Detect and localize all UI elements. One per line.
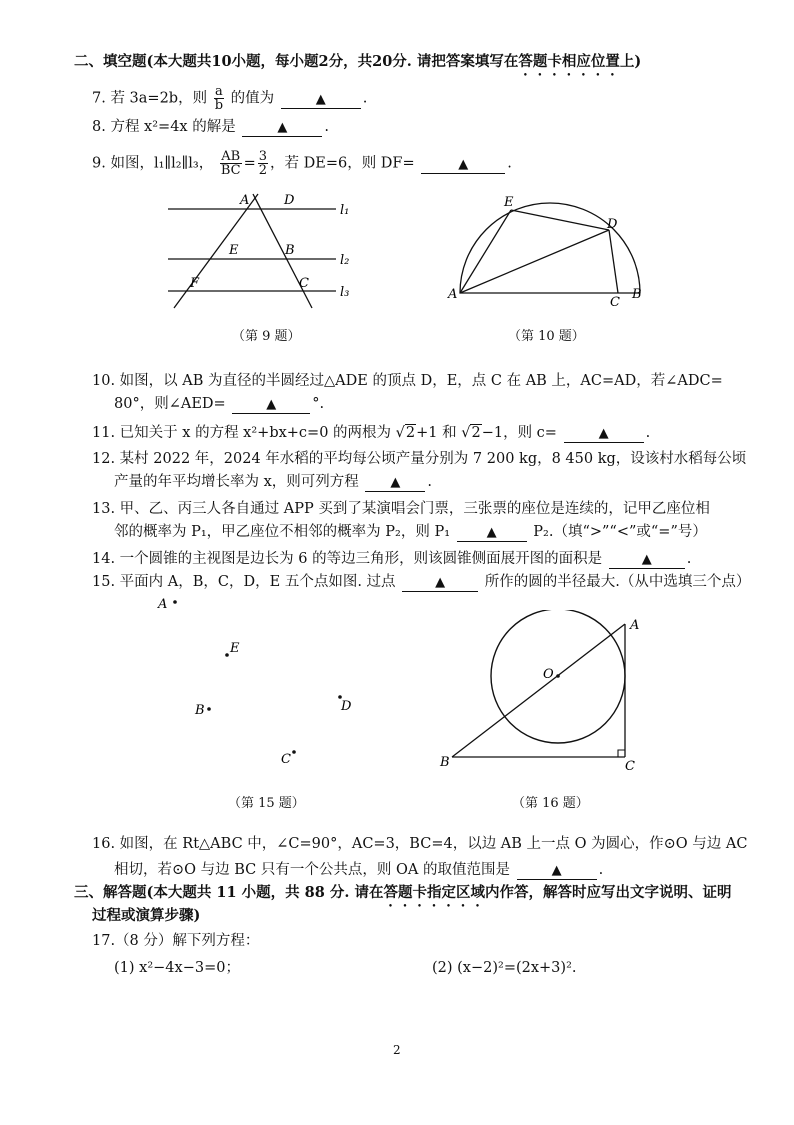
q14-end: .: [686, 551, 692, 567]
segment-AE: [460, 210, 511, 293]
figure-9-caption: （第 9 题）: [232, 329, 301, 344]
answer-triangle-icon: ▲: [598, 426, 609, 441]
label-B: B: [195, 703, 205, 718]
answer-triangle-icon: ▲: [435, 575, 446, 590]
question-8: [92, 117, 329, 137]
question-9: [92, 150, 512, 177]
q7-prefix: 7. 若 3a=2b，则: [92, 90, 208, 107]
question-10-line1: [92, 371, 723, 391]
section3-title-line2: [92, 906, 200, 926]
answer-blank[interactable]: [242, 119, 322, 137]
q9-end: .: [507, 155, 512, 172]
section3-line2: 过程或演算步骤): [92, 907, 201, 924]
q10-line2-prefix: 80°，则∠AED=: [114, 396, 226, 412]
answer-triangle-icon: ▲: [486, 525, 497, 540]
point-A: [173, 600, 177, 604]
q17-part2: (2) (x−2)²=(2x+3)².: [432, 960, 577, 976]
label-D: D: [284, 193, 295, 208]
label-l3: l₃: [340, 285, 350, 300]
section2-title-emph: 答题卡相应位置: [518, 53, 620, 70]
label-l1: l₁: [340, 203, 350, 218]
section2-title-prefix: 二、填空题(本大题共10小题，每小题2分，共20分. 请把答案填写在: [74, 53, 519, 70]
q10-line1: 10. 如图，以 AB 为直径的半圆经过△ADE 的顶点 D，E，点 C 在 AB 上，AC=AD，若∠ADC=: [92, 373, 723, 389]
q17-part1: (1) x²−4x−3=0；: [114, 960, 240, 976]
q9-eq: =: [243, 155, 256, 172]
label-C: C: [281, 752, 291, 767]
answer-triangle-icon: ▲: [641, 552, 652, 567]
side-AB: [452, 624, 625, 757]
label-D: D: [341, 699, 352, 714]
q14-prefix: 14. 一个圆锥的主视图是边长为 6 的等边三角形，则该圆锥侧面展开图的面积是: [92, 551, 603, 567]
label-A: A: [448, 287, 458, 302]
answer-triangle-icon: ▲: [458, 156, 469, 172]
question-16-line2: [114, 860, 603, 880]
label-O: O: [543, 667, 554, 682]
q9-frac1-den: BC: [220, 163, 241, 178]
q12-end: .: [427, 474, 433, 490]
question-16-line1: [92, 834, 747, 854]
q17-title: 17.（8 分）解下列方程：: [92, 933, 260, 949]
q8-end: .: [324, 119, 329, 135]
q13-line1: 13. 甲、乙、丙三人各自通过 APP 买到了某演唱会门票，三张票的座位是连续的，记甲乙座位相: [92, 501, 710, 517]
answer-blank[interactable]: [517, 862, 597, 880]
q13-line2-suffix: P₂.（填“>”“<”或“=”号）: [533, 524, 707, 540]
answer-blank[interactable]: [421, 156, 505, 174]
q11-prefix: 11. 已知关于 x 的方程 x²+bx+c=0 的两根为: [92, 425, 392, 441]
answer-blank[interactable]: [365, 474, 425, 492]
answer-blank[interactable]: [564, 425, 644, 443]
label-C: C: [299, 276, 309, 291]
q8-prefix: 8. 方程 x²=4x 的解是: [92, 119, 236, 135]
segment-ED: [511, 210, 609, 230]
figure-15-caption: （第 15 题）: [228, 796, 305, 811]
section2-title: [74, 52, 641, 79]
segment-AD: [460, 230, 609, 293]
q9-frac2-den: 2: [258, 163, 267, 178]
question-11: [92, 423, 650, 443]
label-B: B: [632, 287, 642, 302]
question-12-line2: [114, 472, 432, 492]
q11-mid: +1 和: [416, 425, 457, 441]
label-A: A: [158, 597, 168, 612]
section3-prefix: 三、解答题(本大题共 11 小题，共 88 分. 请在: [74, 884, 384, 901]
q9-prefix: 9. 如图，l₁∥l₂∥l₃，: [92, 155, 214, 172]
q9-suffix: ，若 DE=6，则 DF=: [270, 155, 415, 172]
q9-frac1-num: AB: [221, 149, 241, 164]
answer-triangle-icon: ▲: [277, 120, 288, 135]
label-E: E: [504, 195, 514, 210]
question-13-line1: [92, 499, 710, 519]
figure-9: [160, 190, 360, 315]
q16-line1: 16. 如图，在 Rt△ABC 中，∠C=90°，AC=3，BC=4，以边 AB 上一点 O 为圆心，作⊙O 与边 AC: [92, 836, 748, 852]
q9-fraction-ab-bc: [220, 150, 242, 177]
q11-root2: √2: [461, 425, 481, 441]
q11-root1: √2: [395, 425, 416, 441]
answer-blank[interactable]: [457, 524, 527, 542]
label-F: F: [190, 276, 200, 291]
q7-frac-den: b: [214, 98, 224, 113]
point-E: [225, 653, 229, 657]
q15-suffix: 所作的圆的半径最大.（从中选填三个点）: [484, 574, 751, 590]
label-A: A: [240, 193, 250, 208]
section3-emph: 答题卡指定区域: [383, 884, 486, 901]
q9-frac2-num: 3: [258, 149, 267, 164]
q12-line1: 12. 某村 2022 年，2024 年水稻的平均每公顷产量分别为 7 200 kg，8 450 kg，设该村水稻每公顷: [92, 451, 747, 467]
q16-line2-prefix: 相切，若⊙O 与边 BC 只有一个公共点，则 OA 的取值范围是: [114, 862, 510, 878]
segment-DC: [609, 230, 618, 293]
q11-root1-radicand: 2: [405, 425, 416, 441]
question-15: [92, 572, 750, 592]
point-O: [556, 674, 560, 678]
q10-end: °.: [312, 396, 325, 412]
question-17-part2: [432, 958, 577, 978]
label-B: B: [285, 243, 295, 258]
point-B: [207, 707, 211, 711]
point-C: [292, 750, 296, 754]
right-angle-mark: [618, 750, 625, 757]
q15-prefix: 15. 平面内 A，B，C，D，E 五个点如图. 过点: [92, 574, 396, 590]
q11-suffix: −1，则 c=: [481, 425, 557, 441]
figure-16-caption: （第 16 题）: [512, 796, 589, 811]
figure-10-caption: （第 10 题）: [508, 329, 585, 344]
label-C: C: [610, 295, 620, 310]
label-l2: l₂: [340, 253, 350, 268]
answer-blank[interactable]: [232, 396, 310, 414]
question-7: [92, 85, 367, 112]
answer-triangle-icon: ▲: [266, 397, 277, 412]
question-12-line1: [92, 449, 746, 469]
label-E: E: [230, 641, 240, 656]
q11-root2-radicand: 2: [471, 425, 481, 441]
q16-end: .: [598, 862, 604, 878]
label-D: D: [607, 217, 618, 232]
answer-triangle-icon: ▲: [315, 91, 326, 107]
label-A: A: [630, 618, 640, 633]
question-10-line2: [114, 394, 324, 414]
label-B: B: [440, 755, 450, 770]
question-13-line2: [114, 522, 707, 542]
answer-blank[interactable]: [402, 574, 478, 592]
question-17-part1: [114, 958, 240, 978]
section3-suffix: 内作答，解答时应写出文字说明、证明: [485, 884, 732, 901]
page-number: 2: [393, 1043, 401, 1057]
answer-triangle-icon: ▲: [551, 863, 562, 878]
answer-triangle-icon: ▲: [390, 475, 401, 490]
q7-end: .: [362, 90, 368, 107]
label-C: C: [625, 759, 635, 774]
figure-16: [430, 610, 650, 780]
figure-10: [440, 190, 650, 315]
answer-blank[interactable]: [609, 551, 685, 569]
q9-fraction-3-2: [258, 150, 268, 177]
figure-15: [150, 590, 380, 780]
question-17-title: [92, 931, 259, 951]
q11-end: .: [645, 425, 651, 441]
q7-fraction: [214, 85, 224, 112]
q7-suffix: 的值为: [230, 90, 275, 107]
q12-line2-prefix: 产量的年平均增长率为 x，则可列方程: [114, 474, 359, 490]
label-E: E: [229, 243, 239, 258]
answer-blank[interactable]: [281, 91, 361, 109]
q7-frac-num: a: [214, 84, 223, 99]
q13-line2-prefix: 邻的概率为 P₁，甲乙座位不相邻的概率为 P₂，则 P₁: [114, 524, 451, 540]
question-14: [92, 549, 691, 569]
section2-title-suffix: 上): [619, 53, 642, 70]
